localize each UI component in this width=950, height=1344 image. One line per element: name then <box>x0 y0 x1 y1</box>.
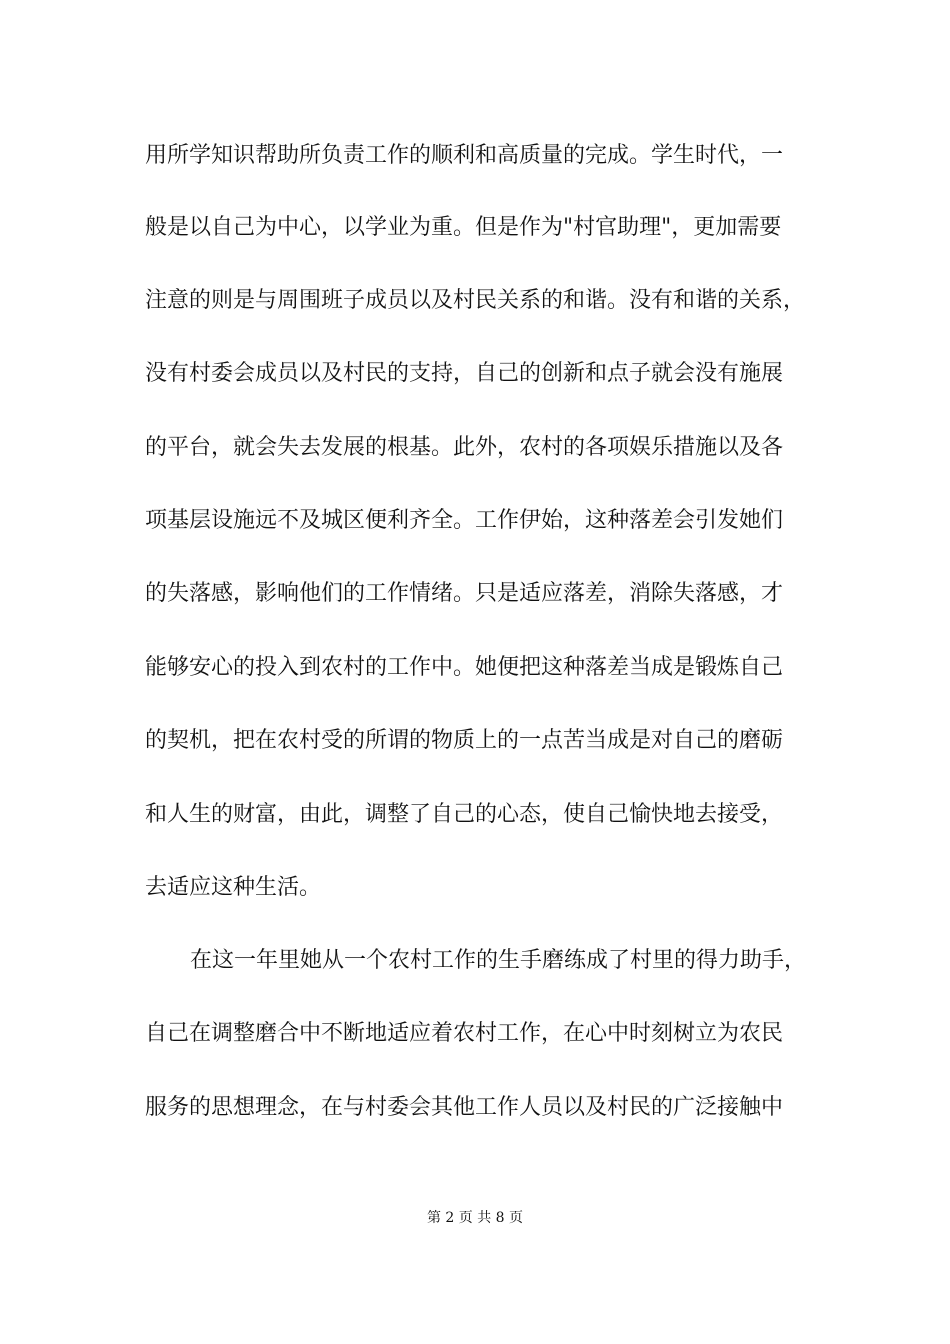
text-line: 的契机，把在农村受的所谓的物质上的一点苦当成是对自己的磨砺 <box>145 728 784 753</box>
text-line: 般是以自己为中心，以学业为重。但是作为"村官助理"，更加需要 <box>145 215 782 240</box>
text-line: 和人生的财富，由此，调整了自己的心态，使自己愉快地去接受， <box>145 802 784 827</box>
text-line: 项基层设施远不及城区便利齐全。工作伊始，这种落差会引发她们 <box>145 508 784 533</box>
page-footer <box>0 1207 950 1227</box>
text-line: 能够安心的投入到农村的工作中。她便把这种落差当成是锻炼自己 <box>145 655 784 680</box>
text-line: 在这一年里她从一个农村工作的生手磨练成了村里的得力助手， <box>190 948 807 973</box>
text-line: 用所学知识帮助所负责工作的顺利和高质量的完成。学生时代，一 <box>145 143 784 168</box>
text-line: 自己在调整磨合中不断地适应着农村工作，在心中时刻树立为农民 <box>145 1021 784 1046</box>
text-line: 注意的则是与周围班子成员以及村民关系的和谐。没有和谐的关系， <box>145 288 806 313</box>
text-line: 服务的思想理念，在与村委会其他工作人员以及村民的广泛接触中 <box>145 1095 784 1120</box>
text-line: 没有村委会成员以及村民的支持，自己的创新和点子就会没有施展 <box>145 361 784 386</box>
text-line: 去适应这种生活。 <box>145 875 322 900</box>
text-line: 的失落感，影响他们的工作情绪。只是适应落差，消除失落感，才 <box>145 581 784 606</box>
text-line: 的平台，就会失去发展的根基。此外，农村的各项娱乐措施以及各 <box>145 435 784 460</box>
page-number-label: 第 2 页 共 8 页 <box>426 1210 524 1226</box>
